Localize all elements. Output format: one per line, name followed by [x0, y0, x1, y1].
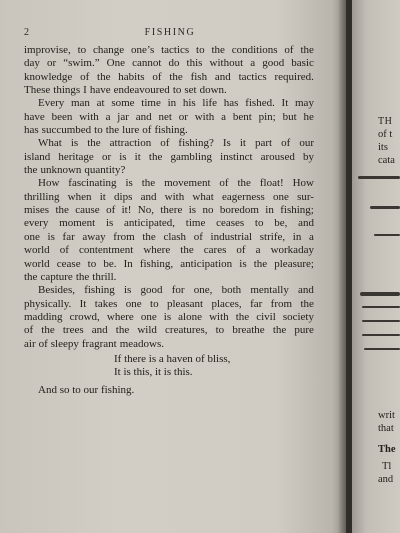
- word: cares: [203, 244, 227, 257]
- word: every: [24, 217, 49, 230]
- fishing-rod-illustration: [362, 320, 400, 322]
- word: do: [168, 57, 180, 70]
- word: No,: [137, 204, 154, 217]
- word: our: [299, 137, 314, 150]
- word: pin;: [258, 110, 276, 123]
- word: air: [24, 337, 36, 350]
- word: has: [223, 97, 239, 110]
- word: of: [281, 137, 291, 150]
- word: things: [53, 84, 81, 97]
- word: pure: [294, 324, 314, 337]
- word: improvise,: [24, 44, 71, 56]
- word: far: [62, 230, 75, 243]
- word: of: [152, 70, 162, 83]
- right-fragment: and: [378, 474, 394, 485]
- word: crowd,: [69, 310, 100, 323]
- word: How: [38, 177, 60, 190]
- word: no: [202, 204, 214, 217]
- word: day: [24, 57, 40, 70]
- word: be.: [103, 257, 117, 270]
- word: In: [123, 257, 133, 270]
- word: to: [77, 44, 87, 56]
- word: is: [47, 230, 55, 243]
- word: One: [106, 57, 125, 70]
- word: change: [93, 44, 125, 56]
- word: contentment: [78, 244, 134, 257]
- word: attraction: [109, 137, 152, 150]
- word: but: [282, 110, 297, 123]
- word: the: [75, 270, 90, 283]
- word: far: [250, 297, 263, 310]
- word: is: [125, 177, 133, 190]
- word: is: [119, 150, 127, 163]
- word: to: [215, 324, 225, 337]
- word: this: [186, 57, 203, 70]
- word: or: [178, 110, 188, 123]
- word: and: [135, 110, 152, 123]
- word: the: [237, 177, 251, 190]
- word: lure: [122, 124, 140, 137]
- word: creatures,: [165, 324, 208, 337]
- word: in: [167, 97, 177, 110]
- word: to: [87, 257, 97, 270]
- word: These: [24, 84, 51, 97]
- word: required.: [274, 70, 314, 83]
- word: workaday: [270, 244, 314, 257]
- word: of: [193, 230, 203, 243]
- word: may: [295, 97, 314, 110]
- word: of: [219, 177, 229, 190]
- word: How: [292, 177, 314, 190]
- word: What: [38, 137, 62, 150]
- word: Is: [222, 137, 231, 150]
- word: the: [180, 244, 194, 257]
- word: by: [302, 150, 314, 163]
- word: the: [300, 297, 314, 310]
- word: cause: [75, 204, 100, 217]
- word: boredom: [219, 204, 259, 217]
- word: endeavoured: [113, 84, 170, 97]
- word: the: [141, 177, 156, 190]
- word: mentally: [250, 284, 289, 297]
- word: the: [300, 44, 314, 56]
- word: Every: [38, 97, 65, 110]
- word: anticipation: [180, 257, 233, 270]
- word: of: [24, 324, 34, 337]
- word: in: [265, 204, 274, 217]
- word: the: [142, 230, 156, 243]
- right-fragment: cata: [378, 155, 395, 166]
- word: of: [142, 124, 152, 137]
- word: capture: [40, 270, 73, 283]
- word: pleasure;: [274, 257, 314, 270]
- right-fragment: that: [378, 423, 394, 434]
- word: the: [272, 324, 287, 337]
- word: and: [91, 324, 108, 337]
- word: float!: [259, 177, 284, 190]
- word: jar: [117, 110, 129, 123]
- word: habits: [118, 70, 145, 83]
- word: time: [185, 217, 206, 230]
- word: man: [70, 97, 90, 110]
- word: fragrant: [81, 337, 117, 350]
- right-fragment: The: [378, 444, 396, 455]
- word: pleasant: [167, 297, 204, 310]
- word: clash: [163, 230, 187, 243]
- word: knowledge: [24, 70, 73, 83]
- word: it: [134, 150, 141, 163]
- word: industrial: [210, 230, 253, 243]
- word: both: [221, 284, 242, 297]
- word: the: [97, 70, 111, 83]
- right-fragment: its: [378, 142, 388, 153]
- text-line: [24, 97, 314, 110]
- word: to: [94, 124, 103, 137]
- word: of: [38, 337, 48, 350]
- text-line: [24, 244, 314, 257]
- text-line: [24, 137, 314, 150]
- word: the: [169, 70, 183, 83]
- word: instinct: [220, 150, 253, 163]
- text-line: [24, 44, 314, 57]
- right-fragment: TH: [378, 116, 393, 127]
- word: good: [140, 284, 163, 297]
- word: strife,: [259, 230, 286, 243]
- word: is: [188, 204, 197, 217]
- word: without: [209, 57, 244, 70]
- word: of: [80, 70, 90, 83]
- word: where: [143, 244, 171, 257]
- word: fished.: [245, 97, 275, 110]
- word: to: [254, 217, 264, 230]
- word: the: [24, 270, 38, 283]
- word: of: [284, 44, 294, 56]
- word: with: [164, 190, 185, 203]
- word: of: [236, 244, 246, 257]
- word: down.: [199, 84, 227, 97]
- word: civil: [256, 310, 276, 323]
- word: some: [111, 97, 135, 110]
- word: one,: [193, 284, 213, 297]
- text-line: [24, 258, 314, 271]
- word: one’s: [131, 44, 155, 56]
- word: set: [184, 84, 197, 97]
- word: world: [24, 244, 50, 257]
- word: a: [250, 57, 256, 70]
- word: is: [163, 310, 172, 323]
- word: unknown: [40, 164, 82, 177]
- word: thrilling: [24, 190, 60, 203]
- word: the: [87, 137, 101, 150]
- word: island: [24, 150, 51, 163]
- word: thrill.: [92, 270, 117, 283]
- word: away: [82, 230, 106, 243]
- word: it: [99, 190, 106, 203]
- word: and: [298, 284, 314, 297]
- text-line: [24, 271, 314, 284]
- word: the: [148, 150, 163, 163]
- word: has: [24, 124, 39, 137]
- word: in: [292, 230, 302, 243]
- verse-line: It is this, it is this.: [114, 366, 193, 379]
- fishing-rod-illustration: [362, 306, 400, 308]
- word: to: [150, 297, 159, 310]
- right-fragment: Tl: [382, 461, 392, 472]
- word: the: [55, 204, 69, 217]
- text-line: [24, 324, 314, 337]
- right-fragment: writ: [378, 410, 395, 421]
- word: aroused: [260, 150, 295, 163]
- word: there: [160, 204, 183, 217]
- text-line: [24, 151, 314, 164]
- word: a: [309, 230, 314, 243]
- word: it!: [121, 204, 132, 217]
- body-text: [24, 44, 314, 397]
- word: from: [113, 230, 135, 243]
- word: have: [24, 110, 45, 123]
- word: of: [106, 204, 116, 217]
- word: one: [125, 297, 142, 310]
- text-line: [24, 231, 314, 244]
- word: for: [171, 284, 185, 297]
- word: he: [303, 110, 314, 123]
- text-line: [24, 284, 314, 297]
- word: what: [192, 190, 214, 203]
- word: dips: [114, 190, 133, 203]
- word: places,: [211, 297, 242, 310]
- word: the: [24, 164, 38, 177]
- word: it: [239, 137, 246, 150]
- word: from: [270, 297, 293, 310]
- text-line: [24, 57, 314, 70]
- word: eagerness: [222, 190, 265, 203]
- running-head: FISHING: [144, 27, 196, 38]
- text-line: [24, 164, 314, 177]
- word: conditions: [231, 44, 278, 56]
- text-line: [24, 217, 314, 230]
- word: moment: [59, 217, 96, 230]
- word: the: [253, 257, 268, 270]
- word: to: [196, 44, 205, 56]
- word: is: [70, 137, 79, 150]
- fishing-rod-illustration: [360, 292, 400, 296]
- word: trees: [62, 324, 84, 337]
- word: cannot: [132, 57, 162, 70]
- word: the: [115, 324, 130, 337]
- word: a: [105, 110, 111, 123]
- word: or: [101, 150, 112, 163]
- text-line: [24, 298, 314, 311]
- word: net: [158, 110, 172, 123]
- text-line: [24, 191, 314, 204]
- right-page-partial-text: [352, 0, 400, 533]
- word: physically.: [24, 297, 72, 310]
- fishing-rod-illustration: [370, 206, 400, 209]
- word: been: [51, 110, 73, 123]
- word: and: [140, 190, 157, 203]
- page-number: 2: [24, 27, 30, 38]
- fishing-rod-illustration: [358, 176, 400, 179]
- word: is: [239, 257, 247, 270]
- word: fishing;: [280, 204, 314, 217]
- text-line: [24, 84, 314, 97]
- word: “swim.”: [63, 57, 100, 70]
- word: takes: [94, 297, 118, 310]
- word: a: [221, 110, 227, 123]
- word: is: [105, 217, 114, 230]
- text-line: [24, 311, 314, 324]
- word: meadows.: [119, 337, 164, 350]
- closing-line: And so to our fishing.: [38, 383, 135, 396]
- word: of: [59, 244, 69, 257]
- word: his: [182, 97, 196, 110]
- word: life: [202, 97, 218, 110]
- word: gambling: [170, 150, 213, 163]
- word: bent: [232, 110, 252, 123]
- word: be,: [274, 217, 288, 230]
- word: basic: [291, 57, 314, 70]
- text-line: [24, 338, 314, 351]
- text-line: [24, 111, 314, 124]
- word: to: [172, 84, 182, 97]
- text-line: [24, 71, 314, 84]
- word: or: [46, 57, 57, 70]
- word: when: [67, 190, 92, 203]
- word: of: [160, 137, 170, 150]
- word: anticipated,: [124, 217, 176, 230]
- word: Besides,: [38, 284, 75, 297]
- word: at: [96, 97, 105, 110]
- word: fish: [190, 70, 208, 83]
- word: heritage: [58, 150, 94, 163]
- fishing-rod-illustration: [374, 234, 400, 236]
- word: madding: [24, 310, 63, 323]
- word: I: [83, 84, 87, 97]
- right-fragment: of t: [378, 129, 393, 140]
- fishing-rod-illustration: [364, 348, 400, 350]
- word: the: [105, 124, 120, 137]
- right-book-page: [352, 0, 400, 533]
- word: have: [89, 84, 111, 97]
- word: mises: [24, 204, 50, 217]
- word: the: [211, 44, 225, 56]
- word: with: [194, 110, 215, 123]
- word: fascinating: [68, 177, 117, 190]
- word: part: [255, 137, 273, 150]
- word: fishing.: [154, 124, 188, 137]
- word: tactics: [238, 70, 267, 83]
- text-line: [24, 177, 314, 190]
- text-line: [24, 124, 314, 137]
- word: fishing: [84, 284, 115, 297]
- word: fishing,: [139, 257, 174, 270]
- word: where: [106, 310, 134, 323]
- word: the: [235, 310, 250, 323]
- word: It: [281, 97, 289, 110]
- word: good: [262, 57, 285, 70]
- word: sleepy: [50, 337, 79, 350]
- word: with: [209, 310, 229, 323]
- word: the: [41, 324, 55, 337]
- word: sur-: [297, 190, 314, 203]
- word: succumbed: [41, 124, 92, 137]
- word: tactics: [161, 44, 190, 56]
- word: breathe: [232, 324, 265, 337]
- word: quantity?: [84, 164, 126, 177]
- word: with: [79, 110, 99, 123]
- word: and: [214, 70, 231, 83]
- word: society: [282, 310, 314, 323]
- verse-line: If there is a haven of bliss,: [114, 352, 231, 365]
- word: ceases: [216, 217, 245, 230]
- word: world: [24, 257, 50, 270]
- word: movement: [164, 177, 211, 190]
- word: alone: [178, 310, 202, 323]
- text-line: [24, 204, 314, 217]
- word: one: [272, 190, 289, 203]
- word: wild: [137, 324, 157, 337]
- word: one: [24, 230, 40, 243]
- word: cease: [56, 257, 81, 270]
- word: is: [123, 284, 132, 297]
- word: and: [298, 217, 314, 230]
- word: time: [141, 97, 161, 110]
- word: one: [140, 310, 157, 323]
- word: a: [255, 244, 261, 257]
- word: It: [79, 297, 87, 310]
- fishing-rod-illustration: [362, 334, 400, 336]
- word: fishing?: [178, 137, 214, 150]
